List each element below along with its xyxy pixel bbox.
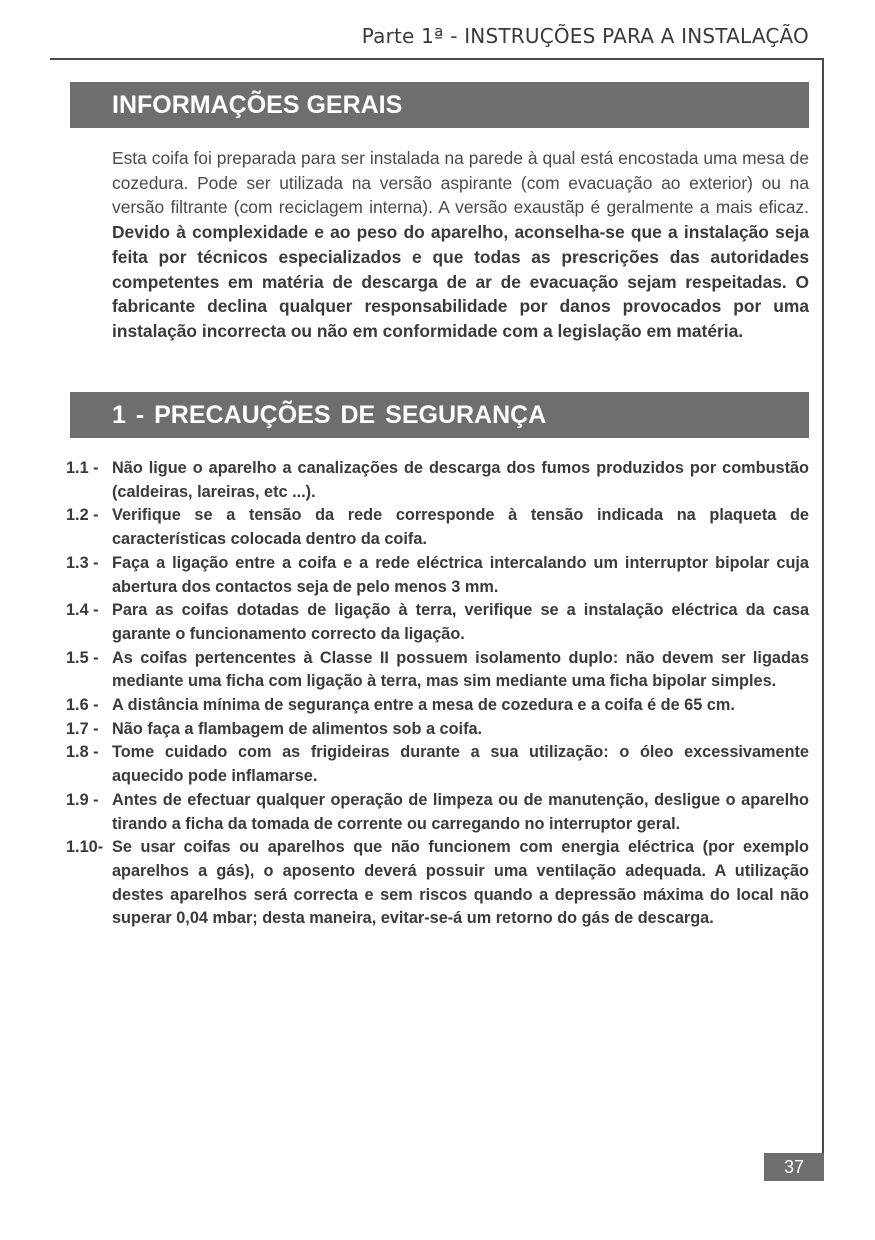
list-item	[66, 694, 809, 718]
item-number: 1.5 -	[66, 648, 99, 667]
item-number: 1.6 -	[66, 696, 99, 715]
item-number: 1.1 -	[66, 459, 99, 477]
list-item	[66, 741, 809, 788]
list-item	[66, 457, 809, 504]
general-info-text: Esta coifa foi preparada para ser instalada na parede à qual está encostada uma mesa de cozedura. Pode ser utilizada na versão aspirante (com evacuação ao exterior) ou na versão filtrante (com reciclagem interna). A versão exaustãp é geralmente a mais eficaz.	[112, 148, 809, 218]
section-heading-general: INFORMAÇÕES GERAIS	[70, 82, 809, 128]
item-text: Faça a ligação entre a coifa e a rede eléctrica intercalando um interruptor bipolar cuja abertura dos contactos seja de pelo menos 3 mm.	[112, 553, 809, 596]
header-divider	[50, 58, 824, 60]
item-text: As coifas pertencentes à Classe II possuem isolamento duplo: não devem ser ligadas mediante uma ficha com ligação à terra, mas sim mediante uma ficha bipolar simples.	[112, 648, 809, 691]
item-text: A distância mínima de segurança entre a mesa de cozedura e a coifa é de 65 cm.	[112, 696, 735, 715]
item-number: 1.10-	[66, 838, 104, 857]
item-number: 1.2 -	[66, 506, 99, 525]
item-text: Verifique se a tensão da rede corresponde à tensão indicada na plaqueta de características colocada dentro da coifa.	[112, 506, 809, 549]
list-item	[66, 718, 809, 742]
item-text: Tome cuidado com as frigideiras durante a sua utilização: o óleo excessivamente aquecido pode inflamarse.	[112, 743, 809, 786]
item-text: Antes de efectuar qualquer operação de limpeza ou de manutenção, desligue o aparelho tirando a ficha da tomada de corrente ou carregando no interruptor geral.	[112, 790, 809, 833]
list-item	[66, 647, 809, 694]
item-text: Se usar coifas ou aparelhos que não funcionem com energia eléctrica (por exemplo aparelhos a gás), o aposento deverá possuir uma ventilação adequada. A utilização destes aparelhos será correcta e sem riscos quando a depressão máxima do local não superar 0,04 mbar; desta maneira, evitar-se-á um retorno do gás de descarga.	[112, 838, 809, 928]
page-number-badge: 37	[764, 1153, 824, 1181]
general-info-paragraph	[112, 146, 809, 344]
list-item	[66, 789, 809, 836]
item-number: 1.9 -	[66, 790, 99, 809]
list-item	[66, 599, 809, 646]
item-text: Não ligue o aparelho a canalizações de descarga dos fumos produzidos por combustão (caldeiras, lareiras, etc ...).	[112, 459, 809, 501]
section-heading-safety: 1 - PRECAUÇÕES DE SEGURANÇA	[70, 392, 809, 438]
item-number: 1.8 -	[66, 743, 99, 762]
right-margin-divider	[822, 58, 824, 1178]
general-info-warning-text: Devido à complexidade e ao peso do aparelho, aconselha-se que a instalação seja feita por técnicos especializados e que todas as prescrições das autoridades competentes em matéria de descarga de ar de evacuação sejam respeitadas. O fabricante declina qualquer responsabilidade por danos provocados por uma instalação incorrecta ou não em conformidade com a legislação em matéria.	[112, 222, 809, 341]
item-text: Não faça a flambagem de alimentos sob a coifa.	[112, 719, 483, 738]
page-header-title: Parte 1ª - INSTRUÇÕES PARA A INSTALAÇÃO	[361, 24, 809, 48]
list-item	[66, 836, 809, 931]
list-item	[66, 552, 809, 599]
list-item	[66, 504, 809, 551]
safety-precautions-list	[66, 457, 809, 931]
item-number: 1.4 -	[66, 601, 99, 620]
item-number: 1.7 -	[66, 719, 99, 738]
item-number: 1.3 -	[66, 553, 99, 572]
item-text: Para as coifas dotadas de ligação à terra, verifique se a instalação eléctrica da casa garante o funcionamento correcto da ligação.	[112, 601, 809, 643]
